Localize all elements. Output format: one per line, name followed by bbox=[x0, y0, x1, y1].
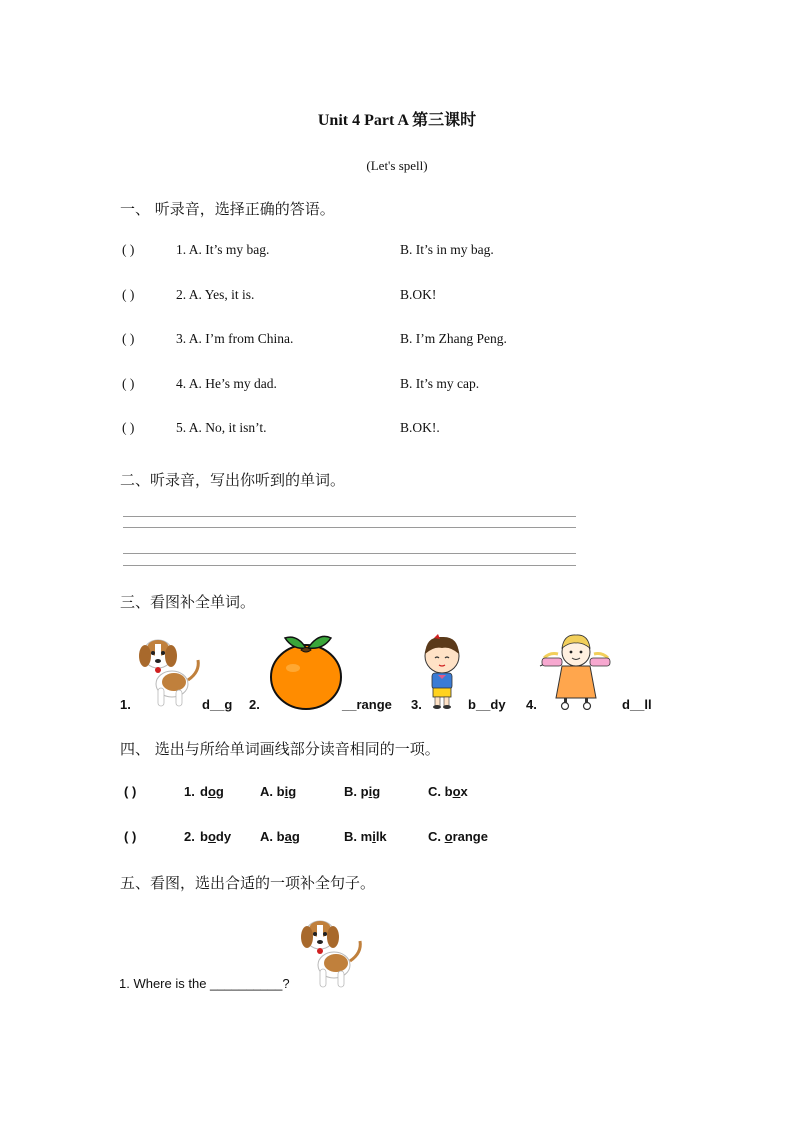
question-row bbox=[122, 287, 582, 307]
option-b: B. I’m Zhang Peng. bbox=[400, 331, 507, 346]
section4-heading: 四、 选出与所给单词画线部分读音相同的一项。 bbox=[120, 740, 440, 758]
option-a: A. big bbox=[260, 784, 297, 799]
option-a: 1. A. It’s my bag. bbox=[176, 242, 270, 257]
section2-heading: 二、听录音，写出你听到的单词。 bbox=[120, 471, 346, 489]
answer-blank[interactable]: ( ) bbox=[122, 242, 135, 257]
option-a: 2. A. Yes, it is. bbox=[176, 287, 255, 302]
answer-blank[interactable]: ( ) bbox=[122, 376, 135, 391]
fill-in-word[interactable]: d__ll bbox=[622, 697, 652, 712]
orange-icon bbox=[267, 630, 345, 712]
writing-line[interactable] bbox=[123, 516, 576, 517]
target-word: dog bbox=[200, 784, 224, 799]
question-row bbox=[122, 420, 582, 440]
option-b: B.OK!. bbox=[400, 420, 440, 435]
option-b: B. milk bbox=[344, 829, 387, 844]
item-number: 4. bbox=[526, 697, 537, 712]
dog-icon bbox=[298, 910, 366, 992]
question-row bbox=[122, 242, 582, 262]
option-b: B. It’s my cap. bbox=[400, 376, 480, 391]
answer-blank[interactable]: ( ) bbox=[124, 784, 137, 799]
page-title: Unit 4 Part A 第三课时 bbox=[317, 112, 477, 129]
option-a: A. bag bbox=[260, 829, 300, 844]
question-row bbox=[124, 784, 544, 804]
page-subtitle: (Let's spell) bbox=[366, 158, 428, 173]
question-row bbox=[124, 829, 544, 849]
target-word: body bbox=[200, 829, 232, 844]
option-c: C. box bbox=[428, 784, 468, 799]
fill-in-word[interactable]: b__dy bbox=[468, 697, 506, 712]
option-b: B. It’s in my bag. bbox=[400, 242, 494, 257]
section5-heading: 五、看图，选出合适的一项补全句子。 bbox=[120, 874, 376, 892]
fill-in-word[interactable]: __range bbox=[342, 697, 392, 712]
item-number: 2. bbox=[184, 829, 195, 844]
item-number: 3. bbox=[411, 697, 422, 712]
section1-heading: 一、 听录音，选择正确的答语。 bbox=[120, 200, 335, 218]
answer-blank[interactable]: ( ) bbox=[122, 420, 135, 435]
sentence-prompt[interactable]: 1. Where is the __________? bbox=[119, 976, 290, 991]
item-number: 2. bbox=[249, 697, 260, 712]
writing-line[interactable] bbox=[123, 565, 576, 566]
answer-blank[interactable]: ( ) bbox=[122, 331, 135, 346]
option-a: 4. A. He’s my dad. bbox=[176, 376, 277, 391]
option-b: B. pig bbox=[344, 784, 381, 799]
answer-blank[interactable]: ( ) bbox=[122, 287, 135, 302]
item-number: 1. bbox=[120, 697, 131, 712]
item-number: 1. bbox=[184, 784, 195, 799]
section3-heading: 三、看图补全单词。 bbox=[120, 593, 256, 611]
option-a: 3. A. I’m from China. bbox=[176, 331, 294, 346]
boy-icon bbox=[420, 632, 464, 710]
writing-line[interactable] bbox=[123, 553, 576, 554]
option-c: C. orange bbox=[428, 829, 488, 844]
writing-line[interactable] bbox=[123, 527, 576, 528]
option-b: B.OK! bbox=[400, 287, 437, 302]
fill-in-word[interactable]: d__g bbox=[202, 697, 233, 712]
answer-blank[interactable]: ( ) bbox=[124, 829, 137, 844]
question-row bbox=[122, 376, 582, 396]
doll-icon bbox=[536, 630, 616, 710]
option-a: 5. A. No, it isn’t. bbox=[176, 420, 267, 435]
question-row bbox=[122, 331, 582, 351]
dog-icon bbox=[136, 630, 204, 710]
